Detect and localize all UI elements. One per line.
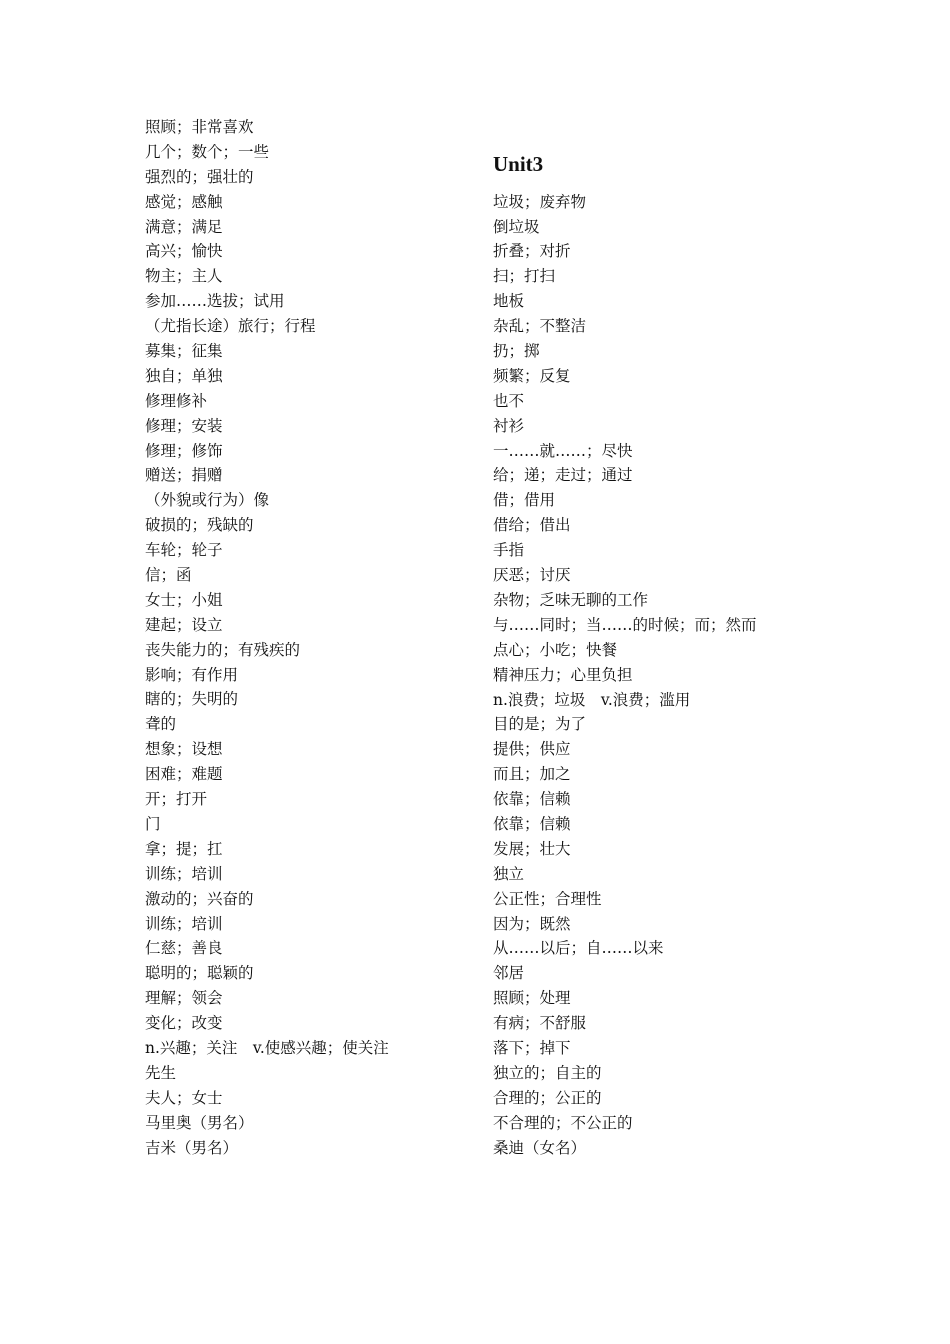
vocabulary-entry: 修理；修饰 — [145, 441, 223, 460]
vocabulary-entry: 理解；领会 — [145, 989, 223, 1008]
vocabulary-entry: 与……同时；当……的时候；而；然而 — [493, 615, 757, 634]
vocabulary-entry: 依靠；信赖 — [493, 790, 571, 809]
vocabulary-entry: 几个；数个；一些 — [145, 142, 270, 161]
vocabulary-entry: 车轮；轮子 — [145, 541, 223, 560]
vocabulary-entry: 依靠；信赖 — [493, 814, 571, 833]
vocabulary-entry: 借给；借出 — [493, 516, 571, 535]
right-vocabulary-column — [493, 115, 853, 1160]
vocabulary-entry: 修理；安装 — [145, 416, 223, 435]
vocabulary-entry: 感觉；感触 — [145, 192, 223, 211]
vocabulary-entry: 独立 — [493, 864, 525, 883]
vocabulary-entry: 激动的；兴奋的 — [145, 889, 254, 908]
vocabulary-entry: 想象；设想 — [145, 740, 223, 759]
vocabulary-entry: 杂乱；不整洁 — [493, 317, 587, 336]
vocabulary-entry: 独立的；自主的 — [493, 1063, 602, 1082]
vocabulary-entry: 提供；供应 — [493, 740, 571, 759]
vocabulary-entry: 点心；小吃；快餐 — [493, 640, 618, 659]
vocabulary-entry: 从……以后；自……以来 — [493, 939, 664, 958]
vocabulary-entry: 困难；难题 — [145, 765, 223, 784]
vocabulary-entry: 聪明的；聪颖的 — [145, 964, 254, 983]
vocabulary-entry: 照顾；处理 — [493, 989, 571, 1008]
vocabulary-entry: 丧失能力的；有残疾的 — [145, 640, 301, 659]
vocabulary-entry: 倒垃圾 — [493, 217, 540, 236]
vocabulary-entry: 强烈的；强壮的 — [145, 167, 254, 186]
vocabulary-entry: 变化；改变 — [145, 1014, 223, 1033]
vocabulary-entry: 训练；培训 — [145, 914, 223, 933]
vocabulary-entry: 一……就……；尽快 — [493, 441, 633, 460]
vocabulary-entry: 开；打开 — [145, 790, 208, 809]
vocabulary-entry: 拿；提；扛 — [145, 839, 223, 858]
vocabulary-entry: 女士；小姐 — [145, 590, 223, 609]
vocabulary-entry: 不合理的；不公正的 — [493, 1113, 633, 1132]
vocabulary-entry: 夫人；女士 — [145, 1088, 223, 1107]
vocabulary-entry: 公正性；合理性 — [493, 889, 602, 908]
vocabulary-entry: 给；递；走过；通过 — [493, 466, 633, 485]
vocabulary-entry: 手指 — [493, 541, 525, 560]
vocabulary-entry: 仁慈；善良 — [145, 939, 223, 958]
vocabulary-entry: 合理的；公正的 — [493, 1088, 602, 1107]
vocabulary-entry: 赠送；捐赠 — [145, 466, 223, 485]
vocabulary-entry: 瞎的；失明的 — [145, 690, 239, 709]
vocabulary-entry: 频繁；反复 — [493, 366, 571, 385]
vocabulary-entry: 因为；既然 — [493, 914, 571, 933]
vocabulary-entry: 垃圾；废弃物 — [493, 192, 587, 211]
vocabulary-entry: 先生 — [145, 1063, 177, 1082]
vocabulary-entry: （尤指长途）旅行；行程 — [145, 317, 316, 336]
unit-heading: Unit3 — [493, 151, 544, 176]
vocabulary-entry: 杂物；乏味无聊的工作 — [493, 590, 649, 609]
vocabulary-entry: 募集；征集 — [145, 342, 223, 361]
vocabulary-entry: 借；借用 — [493, 491, 556, 510]
vocabulary-entry: 目的是；为了 — [493, 715, 587, 734]
vocabulary-entry: 训练；培训 — [145, 864, 223, 883]
heading-spacer — [493, 115, 853, 140]
left-vocabulary-column — [145, 115, 465, 1160]
vocabulary-entry: 物主；主人 — [145, 267, 223, 286]
vocabulary-entry: 信；函 — [145, 566, 192, 585]
vocabulary-entry: 门 — [145, 814, 161, 833]
vocabulary-entry: （外貌或行为）像 — [145, 491, 270, 510]
vocabulary-entry: 衬衫 — [493, 416, 525, 435]
vocabulary-entry: 邻居 — [493, 964, 525, 983]
vocabulary-entry: 照顾；非常喜欢 — [145, 118, 254, 136]
vocabulary-entry: 桑迪（女名） — [493, 1138, 587, 1157]
vocabulary-entry: 高兴；愉快 — [145, 242, 223, 261]
vocabulary-entry: 吉米（男名） — [145, 1138, 239, 1157]
vocabulary-entry: 也不 — [493, 391, 525, 410]
vocabulary-entry: 折叠；对折 — [493, 242, 571, 261]
vocabulary-entry: 影响；有作用 — [145, 665, 239, 684]
vocabulary-entry: 落下；掉下 — [493, 1038, 571, 1057]
vocabulary-entry: 聋的 — [145, 715, 177, 734]
vocabulary-entry: 有病；不舒服 — [493, 1014, 587, 1033]
vocabulary-entry: 地板 — [493, 292, 525, 311]
vocabulary-entry: 精神压力；心里负担 — [493, 665, 633, 684]
vocabulary-entry: 满意；满足 — [145, 217, 223, 236]
vocabulary-entry: 修理修补 — [145, 391, 208, 410]
vocabulary-entry: 厌恶；讨厌 — [493, 566, 571, 585]
vocabulary-entry: n.兴趣；关注 v.使感兴趣；使关注 — [145, 1038, 389, 1057]
vocabulary-entry: n.浪费；垃圾 v.浪费；滥用 — [493, 690, 691, 709]
vocabulary-entry: 马里奥（男名） — [145, 1113, 254, 1132]
vocabulary-entry: 参加……选拔；试用 — [145, 292, 285, 311]
vocabulary-entry: 发展；壮大 — [493, 839, 571, 858]
vocabulary-entry: 独自；单独 — [145, 366, 223, 385]
vocabulary-entry: 建起；设立 — [145, 615, 223, 634]
vocabulary-entry: 扔；掷 — [493, 342, 540, 361]
vocabulary-entry: 而且；加之 — [493, 765, 571, 784]
vocabulary-entry: 扫；打扫 — [493, 267, 556, 286]
vocabulary-entry: 破损的；残缺的 — [145, 516, 254, 535]
